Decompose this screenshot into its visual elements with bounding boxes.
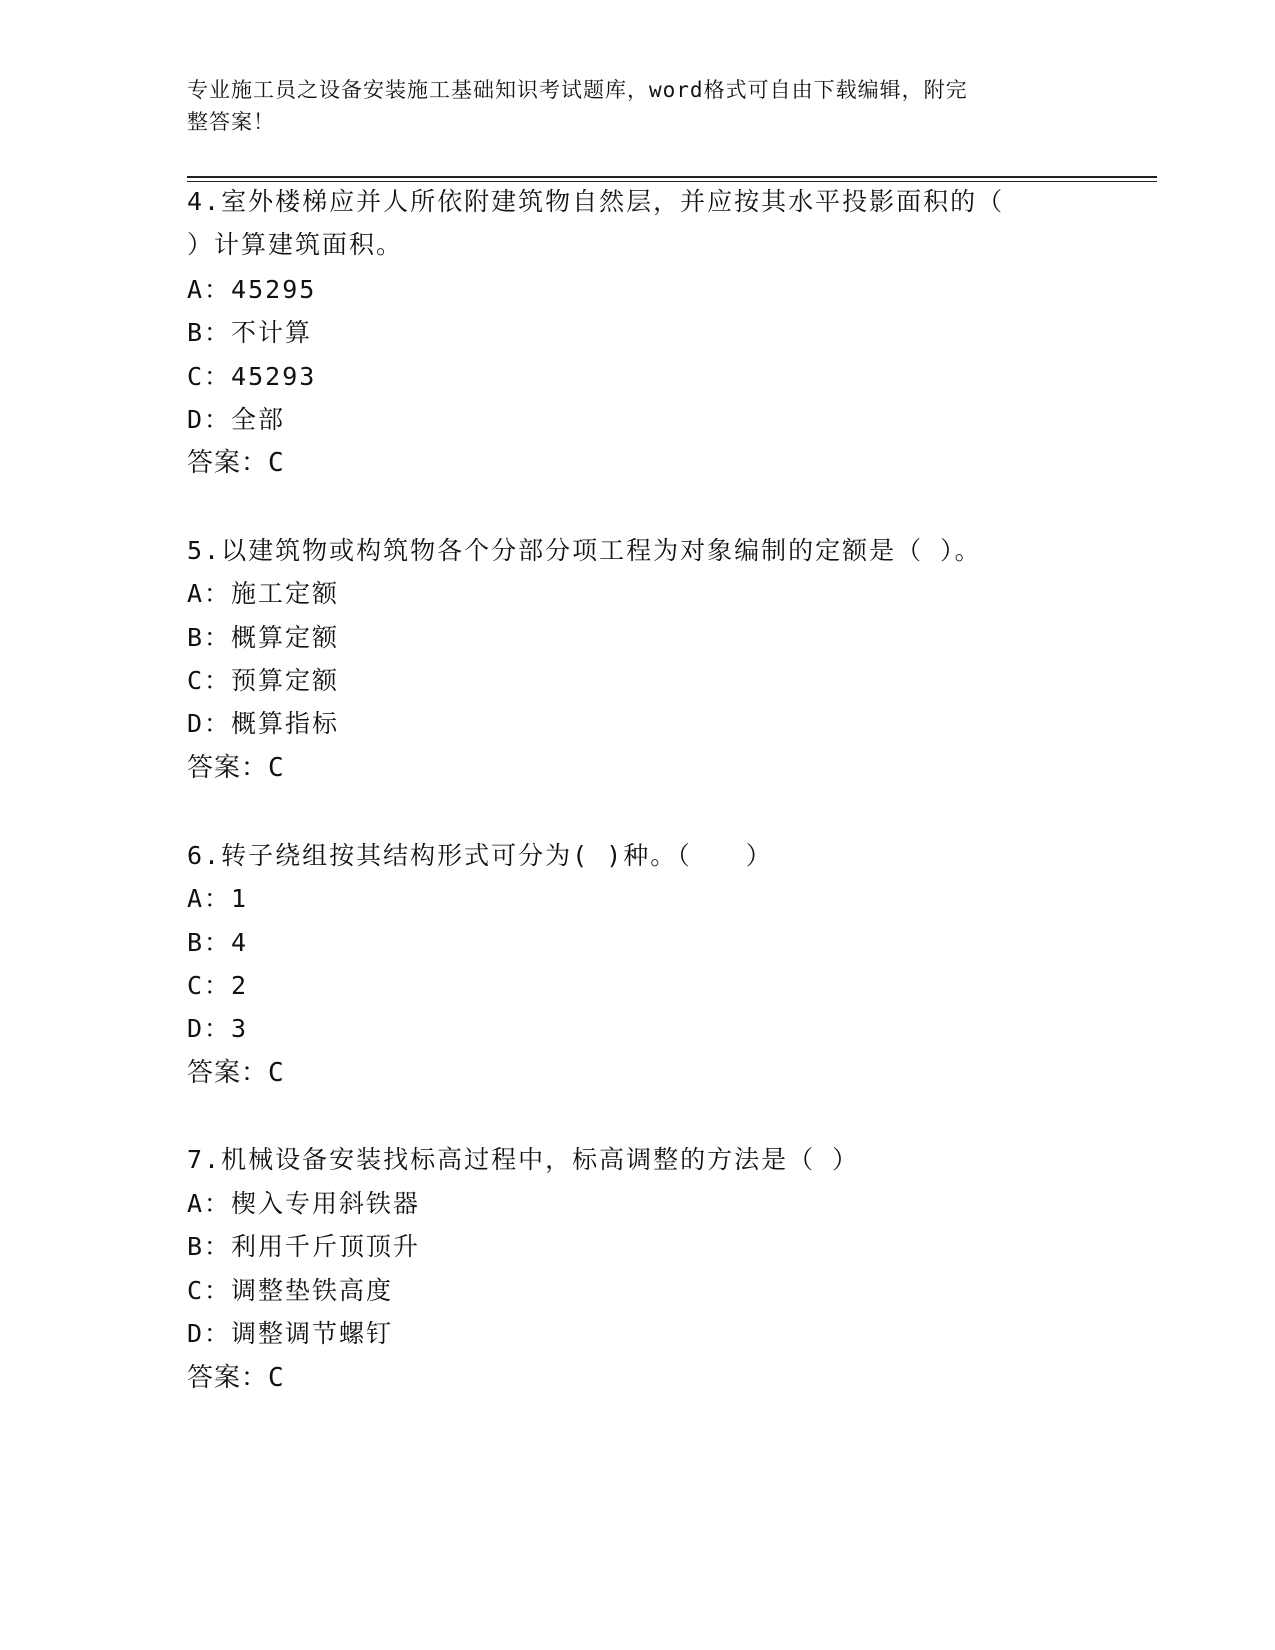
- question-7-option-b: B：利用千斤顶顶升: [187, 1232, 421, 1261]
- question-4-answer: [187, 447, 285, 479]
- question-6-option-c: C：2: [187, 971, 249, 1000]
- question-5-option-b: B：概算定额: [187, 623, 340, 652]
- question-7-option-a: A：楔入专用斜铁器: [187, 1189, 421, 1218]
- answer-value: C: [268, 753, 285, 783]
- question-6-stem: 6.转子绕组按其结构形式可分为( )种。（ ）: [187, 841, 773, 870]
- question-5-answer: [187, 752, 285, 784]
- question-6-option-b: B：4: [187, 928, 249, 957]
- answer-label: 答案：: [187, 1058, 269, 1088]
- question-7-stem: 7.机械设备安装找标高过程中，标高调整的方法是（ ）: [187, 1145, 860, 1174]
- question-7-option-c: C：调整垫铁高度: [187, 1276, 394, 1305]
- question-5-stem: 5.以建筑物或构筑物各个分部分项工程为对象编制的定额是（ ）。: [187, 536, 982, 565]
- question-4-option-a: A：45295: [187, 275, 317, 304]
- header-line-2: 整答案！: [187, 110, 275, 134]
- question-4-stem-line-1: 4.室外楼梯应并人所依附建筑物自然层，并应按其水平投影面积的（: [187, 187, 1005, 216]
- answer-value: C: [268, 1363, 285, 1393]
- header-line-1: 专业施工员之设备安装施工基础知识考试题库，word格式可自由下载编辑，附完: [187, 78, 968, 102]
- answer-value: C: [268, 448, 285, 478]
- question-6-option-a: A：1: [187, 884, 249, 913]
- answer-label: 答案：: [187, 1363, 269, 1393]
- header-divider-thin: [187, 181, 1157, 182]
- question-6-answer: [187, 1057, 285, 1089]
- question-4-stem-line-2: ）计算建筑面积。: [187, 230, 404, 259]
- question-5-option-c: C：预算定额: [187, 666, 340, 695]
- answer-label: 答案：: [187, 753, 269, 783]
- question-4-option-b: B：不计算: [187, 318, 313, 347]
- answer-label: 答案：: [187, 448, 269, 478]
- question-5-option-a: A：施工定额: [187, 579, 340, 608]
- question-7-answer: [187, 1362, 285, 1394]
- answer-value: C: [268, 1058, 285, 1088]
- question-6-option-d: D：3: [187, 1014, 249, 1043]
- question-5-option-d: D：概算指标: [187, 709, 340, 738]
- question-4-option-c: C：45293: [187, 362, 317, 391]
- document-header: [187, 74, 1067, 138]
- question-4-option-d: D：全部: [187, 405, 286, 434]
- header-divider-thick: [187, 176, 1157, 178]
- question-7-option-d: D：调整调节螺钉: [187, 1319, 394, 1348]
